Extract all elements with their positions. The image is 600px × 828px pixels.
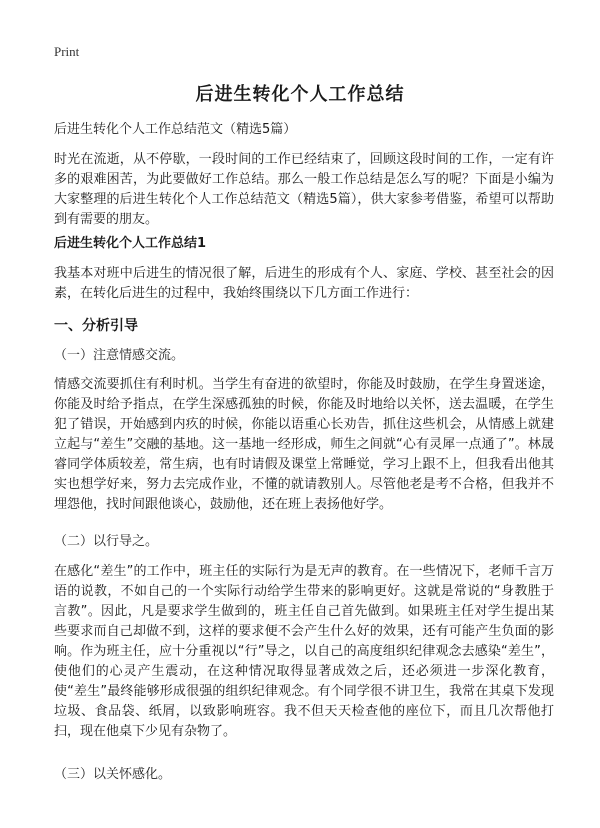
print-link[interactable]: Print (54, 44, 80, 59)
paragraph-action: 在感化“差生”的工作中，班主任的实际行为是无声的教育。在一些情况下，老师千言万语的说教，不如自己的一个实际行动给学生带来的影响更好。这就是常说的“身教胜于言教”。因此，凡是要求学生做到的，班主任自己首先做到。如果班主任对学生提出某些要求而自己却做不到，这样的要求便不会产生什么好的效果，还有可能产生负面的影响。作为班主任，应十分重视以“行”导之，以自己的高度组织纪律观念去感染“差生”，使他们的心灵产生震动，在这种情况取得显著成效之后，还必须进一步深化教育，使“差生”最终能够形成很强的组织纪律观念。有个同学很不讲卫生，我常在其桌下发现垃圾、食品袋、纸屑，以致影响班容。我不但天天检查他的座位下，而且几次帮他打扫，现在他桌下少见有杂物了。 (54, 564, 554, 739)
subheading-care: （三）以关怀感化。 (54, 767, 172, 782)
subheading-emotion: （一）注意情感交流。 (54, 348, 185, 363)
page-title: 后进生转化个人工作总结 (195, 84, 405, 105)
subheading-action: （二）以行导之。 (54, 534, 159, 549)
intro-paragraph: 时光在流逝，从不停歇，一段时间的工作已经结束了，回顾这段时间的工作，一定有许多的艰难困苦，为此要做好工作总结。那么一般工作总结是怎么写的呢？下面是小编为大家整理的后进生转化个人工作总结范文（精选5篇），供大家参考借鉴，希望可以帮助到有需要的朋友。 (54, 152, 554, 227)
heading-analysis: 一、分析引导 (54, 318, 138, 334)
paragraph-emotion: 情感交流要抓住有利时机。当学生有奋进的欲望时，你能及时鼓励，在学生身置迷途，你能及时给予指点，在学生深感孤独的时候，你能及时地给以关怀，送去温暖，在学生犯了错误，开始感到内疚的时候，你能以语重心长劝告，抓住这些机会，从情感上就建立起与“差生”交融的基地。这一基地一经形成，师生之间就“心有灵犀一点通了”。林晟睿同学体质较差，常生病，也有时请假及课堂上常睡觉，学习上跟不上，但我看出他其实也想学好来，努力去完成作业，不懂的就请教别人。尽管他老是考不合格，但我并不埋怨他，找时间跟他谈心，鼓励他，还在班上表扬他好学。 (54, 377, 554, 512)
document-subtitle: 后进生转化个人工作总结范文（精选5篇） (54, 122, 297, 137)
section-heading: 后进生转化个人工作总结1 (54, 236, 207, 251)
section-paragraph: 我基本对班中后进生的情况很了解，后进生的形成有个人、家庭、学校、甚至社会的因素，在转化后进生的过程中，我始终围绕以下几方面工作进行： (54, 266, 554, 301)
